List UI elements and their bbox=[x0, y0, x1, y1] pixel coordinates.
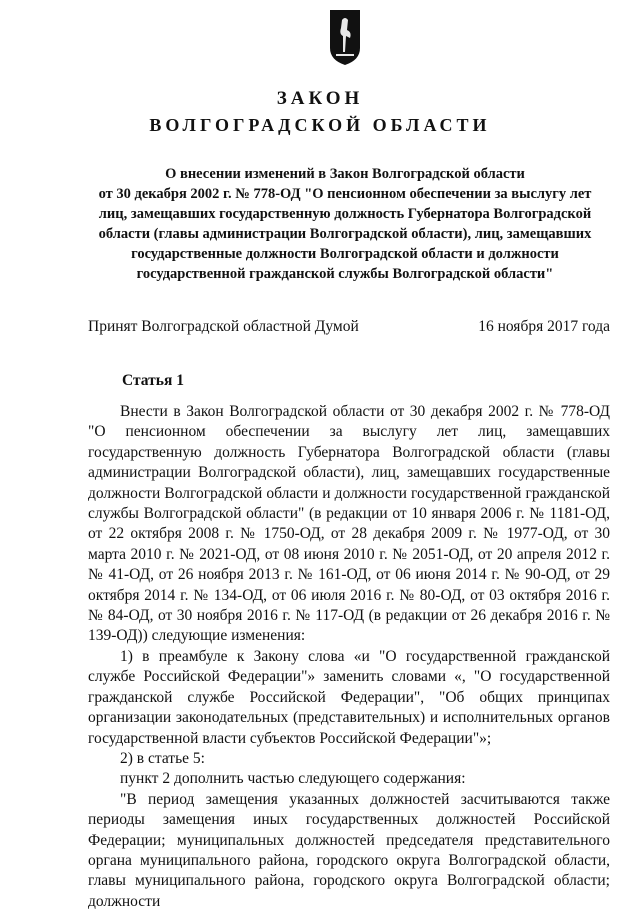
coat-of-arms-icon bbox=[328, 8, 362, 66]
subject-line: государственные должности Волгоградской области и должности bbox=[131, 246, 559, 262]
subject-line: области (главы администрации Волгоградской области), лиц, замещавших bbox=[98, 226, 592, 242]
document-region: ВОЛГОГРАДСКОЙ ОБЛАСТИ bbox=[149, 115, 491, 135]
adopted-date: 16 ноября 2017 года bbox=[478, 318, 610, 335]
article-paragraph: 2) в статье 5: bbox=[120, 749, 205, 767]
article-paragraph: 1) в преамбуле к Закону слова «и "О государственной гражданской службе Российской Федерации"» заменить словами «, "О государственной гражданской службе Российской Федерации", "Об общих принципах организации законодательных (представительных) и исполнительных органов государственной власти субъектов Российской Федерации"»; bbox=[88, 647, 610, 747]
subject-line: О внесении изменений в Закон Волгоградской области bbox=[165, 166, 525, 182]
article-paragraph: "В период замещения указанных должностей засчитываются также периоды замещения иных государственных должностей Российской Федерации; муниципальных должностей председателя представительного органа муниципального района, городского округа Волгоградской области, главы муниципального района, городского округа Волгоградской области; должности bbox=[88, 790, 610, 910]
law-subject bbox=[70, 164, 620, 284]
article-title: Статья 1 bbox=[122, 372, 184, 389]
article-body bbox=[88, 402, 610, 912]
document-title: ЗАКОН bbox=[276, 88, 364, 109]
adoption-line bbox=[88, 318, 610, 336]
subject-line: лиц, замещавших государственную должность Губернатора Волгоградской bbox=[98, 206, 592, 222]
article-paragraph: пункт 2 дополнить частью следующего содержания: bbox=[120, 770, 466, 788]
subject-line: государственной гражданской службы Волгоградской области" bbox=[136, 266, 554, 282]
subject-line: от 30 декабря 2002 г. № 778-ОД "О пенсионном обеспечении за выслугу лет bbox=[98, 186, 592, 202]
adopted-by: Принят Волгоградской областной Думой bbox=[88, 318, 359, 335]
article-paragraph: Внести в Закон Волгоградской области от 30 декабря 2002 г. № 778-ОД "О пенсионном обеспечении за выслугу лет лиц, замещавших государственную должность Губернатора Волгоградской области (главы администрации Волгоградской области), лиц, замещавших государственные должности Волгоградской области и должности государственной гражданской службы Волгоградской области" (в редакции от 10 января 2006 г. № 1181-ОД, от 22 октября 2008 г. № 1750-ОД, от 28 декабря 2009 г. № 1977-ОД, от 30 марта 2010 г. № 2021-ОД, от 08 июня 2010 г. № 2051-ОД, от 20 апреля 2012 г. № 41-ОД, от 26 ноября 2013 г. № 161-ОД, от 06 июня 2014 г. № 90-ОД, от 29 октября 2014 г. № 134-ОД, от 06 июля 2016 г. № 80-ОД, от 03 октября 2016 г. № 84-ОД, от 30 ноября 2016 г. № 117-ОД (в редакции от 26 декабря 2016 г. № 139-ОД)) следующие изменения: bbox=[88, 403, 610, 645]
